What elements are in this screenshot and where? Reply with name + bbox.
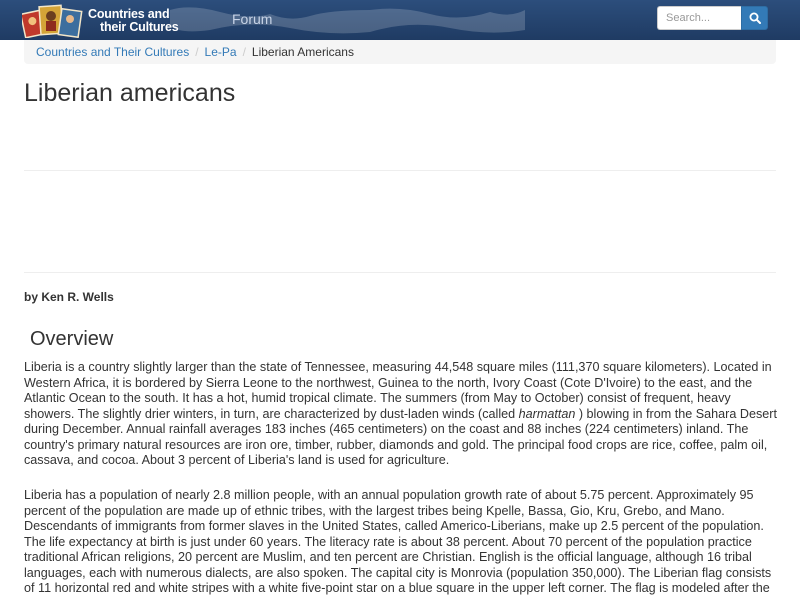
nav-link-forum[interactable]: Forum <box>232 11 273 27</box>
search-button[interactable] <box>741 6 768 30</box>
search-icon <box>749 12 761 24</box>
divider <box>24 170 776 171</box>
paragraph-text: ) blowing in from the Sahara Desert during December. Annual rainfall averages 183 inches (465 centimeters) on the coast and 88 inches (224 centimeters) inland. The country's primary natural resources are iron ore, timber, rubber, diamonds and gold. The principal food crops are rice, coffee, palm oil, cassava, and cocoa. About 3 percent of Liberia's land is used for agriculture. <box>24 406 777 467</box>
paragraph-text: Liberia is a country slightly larger than the state of Tennessee, measuring 44,548 square miles (111,370 square kilometers). Located in Western Africa, it is bordered by Sierra Leone to the northwest, Guinea to the north, Ivory Coast (Cote D'Ivoire) to the east, and the Atlantic Ocean to the south. It has a hot, humid tropical climate. The summers (from May to October) consist of frequent, heavy showers. The slightly drier winters, in turn, are characterized by dust-laden winds (called <box>24 360 772 421</box>
search-input[interactable] <box>657 6 741 30</box>
overview-paragraph-2: Liberia has a population of nearly 2.8 million people, with an annual population growth rate of about 5.75 percent. Approximately 95 percent of the population are made up of ethnic tribes, with the largest tribes being Kpelle, Bassa, Gio, Kru, Grebo, and Mano. Descendants of immigrants from former slaves in the United States, called Americo-Liberians, make up 2.5 percent of the population. The life expectancy at birth is just under 60 years. The literacy rate is about 38 percent. About 70 percent of the population practice traditional African religions, 20 percent are Muslim, and ten percent are Christian. English is the official language, although 16 tribal languages, each with numerous dialects, are also spoken. The capital city is Monrovia (population 350,000). The Liberian flag consists of 11 horizontal red and white stripes with a white five-point star on a blue square in the upper left corner. The flag is modeled after the <box>24 488 772 595</box>
logo-image-icon <box>22 4 84 38</box>
breadcrumb-link-countries[interactable]: Countries and Their Cultures <box>36 45 190 59</box>
section-heading-overview: Overview <box>30 328 114 350</box>
logo-line-1: Countries and <box>88 7 170 21</box>
logo-text <box>88 8 178 34</box>
breadcrumb-separator: / <box>242 45 246 59</box>
divider <box>24 272 776 273</box>
page-title: Liberian americans <box>24 79 236 107</box>
overview-paragraph-1 <box>24 360 780 469</box>
emphasized-term: harmattan <box>518 406 576 421</box>
top-navbar <box>0 0 800 40</box>
logo-line-2: their Cultures <box>100 20 179 34</box>
breadcrumb-separator: / <box>195 45 199 59</box>
breadcrumb-link-le-pa[interactable]: Le-Pa <box>204 45 237 59</box>
site-logo[interactable] <box>22 4 192 38</box>
author-byline: by Ken R. Wells <box>24 290 114 304</box>
breadcrumb <box>24 40 776 64</box>
breadcrumb-current: Liberian Americans <box>251 45 354 59</box>
world-map-decoration <box>150 0 530 40</box>
